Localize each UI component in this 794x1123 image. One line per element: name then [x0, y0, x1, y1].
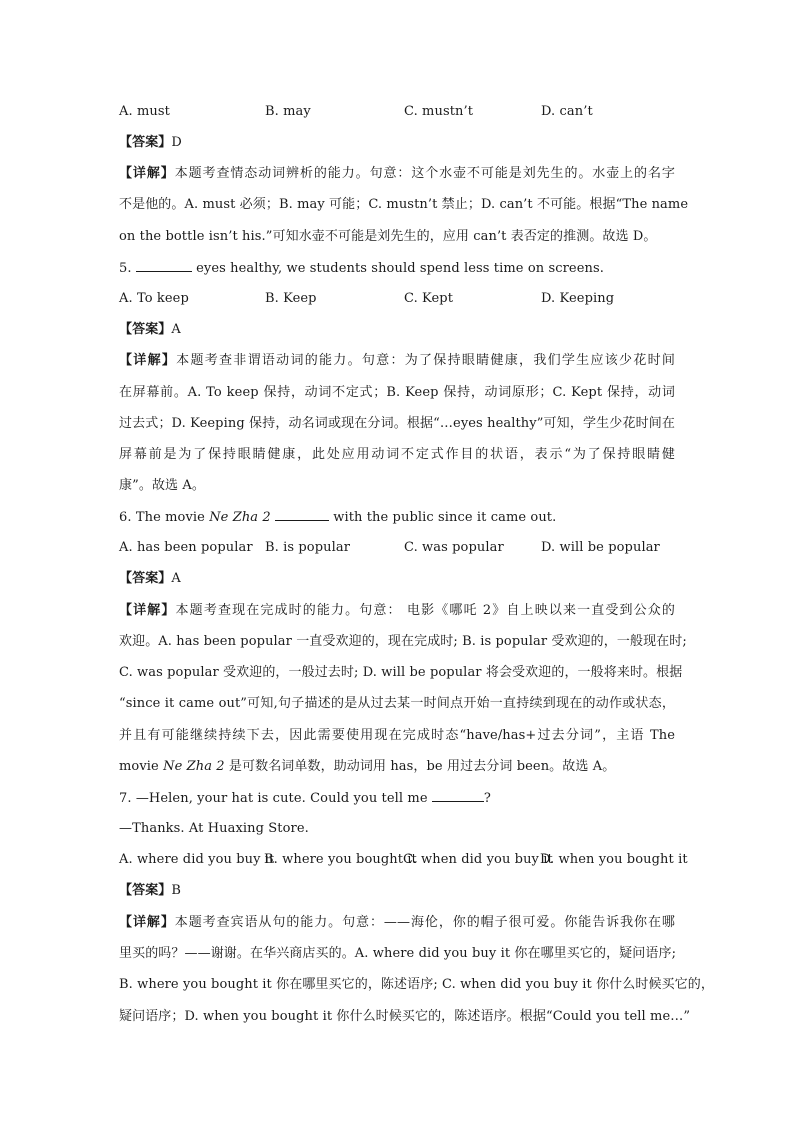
q7-option-d: D. when you bought it: [540, 852, 688, 867]
q4-option-a: A. must: [119, 104, 170, 119]
q5-option-b: B. Keep: [265, 291, 317, 306]
q7-detail-line-3: B. where you bought it 你在哪里买它的，陈述语序; C. when did you buy it 你什么时候买它的，: [119, 977, 714, 992]
q6-detail-line-5: 并且有可能继续持续下去，因此需要使用现在完成时态“have/has+过去分词”，主语 The: [119, 728, 675, 743]
answer-blank: [136, 259, 192, 272]
answer-tag: 【答案】: [119, 135, 172, 150]
q5-answer: [119, 321, 675, 339]
q7-detail-line-2: 里买的吗？——谢谢。在华兴商店买的。A. where did you buy it 你在哪里买它的，疑问语序;: [119, 946, 677, 961]
question-number: 5.: [119, 261, 132, 276]
q4-detail-line-3: on the bottle isn’t his.”可知水壶不可能是刘先生的，应用 can’t 表否定的推测。故选 D。: [119, 229, 657, 244]
q4-option-d: D. can’t: [541, 104, 593, 119]
detail-text: 本题考查非谓语动词的能力。句意：为了保持眼睛健康，我们学生应该少花时间: [176, 353, 675, 368]
answer-value: A: [171, 571, 181, 586]
q6-detail-line-2: 欢迎。A. has been popular 一直受欢迎的，现在完成时; B. is popular 受欢迎的，一般现在时;: [119, 634, 687, 649]
detail-text: 本题考查宾语从句的能力。句意：——海伦，你的帽子很可爱。你能告诉我你在哪: [174, 915, 675, 930]
answer-tag: 【答案】: [119, 571, 172, 586]
question-text: with the public since it came out.: [333, 510, 557, 525]
answer-tag: 【答案】: [119, 322, 172, 337]
q6-detail-line-6: [119, 758, 675, 776]
movie-title: Ne Zha 2: [163, 759, 225, 774]
q4-detail-line-2: 不是他的。A. must 必须；B. may 可能；C. mustn’t 禁止；D. can’t 不可能。根据“The name: [119, 197, 689, 212]
detail-tag: 【详解】: [119, 353, 177, 368]
q5-detail-line-4: 屏幕前是为了保持眼睛健康，此处应用动词不定式作目的状语，表示“为了保持眼睛健: [119, 447, 675, 462]
q6-stem: [119, 508, 675, 527]
question-text: 7. —Helen, your hat is cute. Could you tell me: [119, 791, 428, 806]
detail-text: 本题考查现在完成时的能力。句意： 电影《哪吒 2》自上映以来一直受到公众的: [175, 603, 675, 618]
answer-blank: [275, 508, 329, 521]
answer-value: D: [171, 135, 182, 150]
q7-detail-line-4: 疑问语序；D. when you bought it 你什么时候买它的，陈述语序。根据“Could you tell me…”: [119, 1009, 691, 1024]
q5-option-d: D. Keeping: [541, 291, 615, 306]
answer-blank: [432, 789, 484, 802]
detail-text: movie: [119, 759, 164, 774]
answer-value: A: [171, 322, 181, 337]
q5-detail-line-2: 在屏幕前。A. To keep 保持，动词不定式；B. Keep 保持，动词原形；C. Kept 保持，动词: [119, 385, 675, 400]
q7-option-b: B. where you bought it: [264, 852, 417, 867]
q5-stem: [119, 259, 675, 278]
detail-tag: 【详解】: [119, 915, 175, 930]
question-mark: ?: [483, 791, 491, 806]
q7-option-a: A. where did you buy it: [119, 852, 275, 867]
detail-tag: 【详解】: [119, 603, 176, 618]
q5-detail-line-1: [119, 352, 675, 370]
q6-option-a: A. has been popular: [119, 540, 253, 555]
q6-answer: [119, 570, 675, 588]
q4-option-c: C. mustn’t: [404, 104, 474, 119]
q6-option-d: D. will be popular: [541, 540, 660, 555]
q7-reply: —Thanks. At Huaxing Store.: [119, 821, 309, 836]
q5-detail-line-5: 康”。故选 A。: [119, 478, 205, 493]
detail-text: 本题考查情态动词辨析的能力。句意：这个水壶不可能是刘先生的。水壶上的名字: [174, 166, 675, 181]
answer-value: B: [171, 883, 182, 898]
q7-stem: [119, 789, 675, 808]
movie-title: Ne Zha 2: [209, 510, 271, 525]
detail-tag: 【详解】: [119, 166, 175, 181]
q4-answer: [119, 134, 675, 152]
q5-detail-line-3: 过去式；D. Keeping 保持，动名词或现在分词。根据“…eyes healthy”可知，学生少花时间在: [119, 416, 675, 431]
q4-option-b: B. may: [265, 104, 311, 119]
q6-option-c: C. was popular: [404, 540, 504, 555]
q6-detail-line-4: “since it came out”可知,句子描述的是从过去某一时间点开始一直持续到现在的动作或状态，: [119, 696, 675, 711]
q7-option-c: C. when did you buy it: [403, 852, 553, 867]
q6-detail-line-3: C. was popular 受欢迎的，一般过去时; D. will be popular 将会受欢迎的，一般将来时。根据: [119, 665, 683, 680]
question-text: eyes healthy, we students should spend less time on screens.: [196, 261, 604, 276]
q4-detail-line-1: [119, 165, 675, 183]
q7-detail-line-1: [119, 914, 675, 932]
q7-answer: [119, 882, 675, 900]
detail-text: 是可数名词单数，助动词用 has，be 用过去分词 been。故选 A。: [224, 759, 616, 774]
question-text: 6. The movie: [119, 510, 210, 525]
q6-option-b: B. is popular: [265, 540, 351, 555]
q5-option-c: C. Kept: [404, 291, 454, 306]
q6-detail-line-1: [119, 602, 675, 620]
answer-tag: 【答案】: [119, 883, 172, 898]
q5-option-a: A. To keep: [119, 291, 189, 306]
